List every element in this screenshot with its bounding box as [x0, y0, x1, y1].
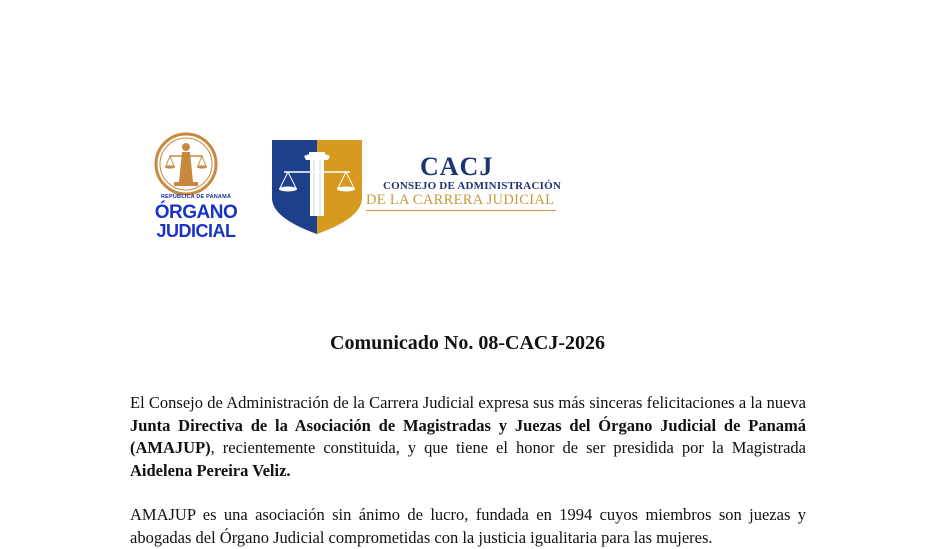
- paragraph-2: AMAJUP es una asociación sin ánimo de lucro, fundada en 1994 cuyos miembros son juezas y abogadas del Órgano Judicial comprometidas con la justicia igualitaria para las mujeres.: [130, 505, 806, 547]
- cacj-subtitle-2: DE LA CARRERA JUDICIAL: [366, 192, 555, 208]
- organo-judicial-word1: ÓRGANO: [154, 202, 238, 223]
- cacj-title: CACJ: [420, 152, 494, 181]
- lady-justice-icon: [150, 130, 242, 200]
- paragraph-1: [130, 392, 806, 482]
- cacj-logo: [270, 138, 570, 238]
- organo-judicial-word2: JUDICIAL: [156, 221, 236, 241]
- shield-scales-icon: [270, 138, 365, 236]
- paragraph-1-text-b: , recientemente constituida, y que tiene el honor de ser presidida por la Magistrada: [210, 438, 806, 457]
- document-heading: Comunicado No. 08-CACJ-2026: [330, 332, 605, 354]
- cacj-divider: [366, 210, 556, 211]
- organo-judicial-country: REPÚBLICA DE PANAMÁ: [160, 194, 232, 200]
- organo-judicial-logo: [150, 130, 242, 244]
- paragraph-1-text-a: El Consejo de Administración de la Carrera Judicial expresa sus más sinceras felicitaciones a la nueva: [130, 393, 806, 412]
- cacj-subtitle-1: CONSEJO DE ADMINISTRACIÓN: [383, 180, 561, 192]
- paragraph-1-bold-a: Junta Directiva de la Asociación de Magistradas y Juezas del Órgano Judicial de Panamá (AMAJUP): [130, 415, 806, 457]
- paragraph-1-bold-b: Aidelena Pereira Veliz.: [130, 460, 291, 480]
